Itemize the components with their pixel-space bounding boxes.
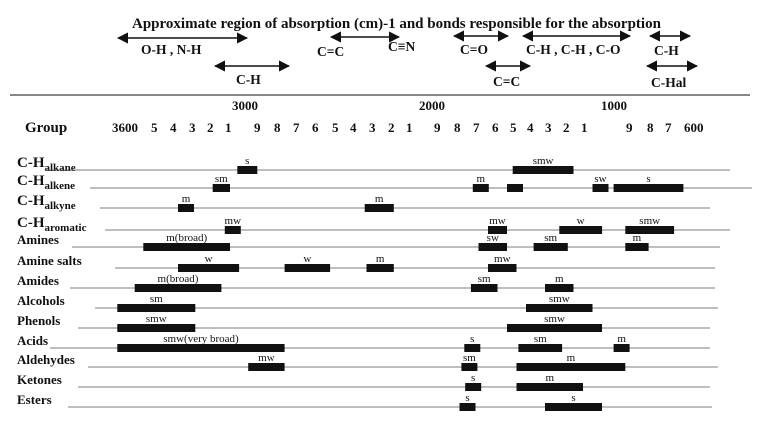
band-intensity-label: m bbox=[375, 253, 385, 265]
absorption-band bbox=[117, 344, 284, 352]
region-label-cc: C=C bbox=[317, 44, 345, 59]
band-intensity-label: s bbox=[465, 392, 470, 404]
band-intensity-label: m(broad) bbox=[166, 232, 208, 244]
band-intensity-label: w bbox=[204, 253, 213, 265]
chart-title: Approximate region of absorption (cm)-1 and bonds responsible for the absorption bbox=[132, 16, 661, 32]
absorption-band bbox=[117, 304, 195, 312]
band-intensity-label: m bbox=[632, 232, 642, 244]
axis-major-1000: 1000 bbox=[601, 98, 627, 113]
band-intensity-label: s bbox=[470, 333, 475, 345]
region-label-cn: C≡N bbox=[388, 39, 416, 54]
region-label-co: C=O bbox=[460, 42, 488, 57]
absorption-band bbox=[513, 166, 574, 174]
band-intensity-label: m bbox=[617, 333, 626, 345]
band-intensity-label: smw bbox=[544, 313, 565, 325]
region-label-ch-upper: C-H bbox=[236, 72, 261, 87]
axis-major-2000: 2000 bbox=[419, 98, 445, 113]
band-intensity-label: mw bbox=[494, 253, 511, 265]
absorption-band bbox=[517, 383, 584, 391]
axis-minor-tick: 3 bbox=[369, 120, 376, 135]
axis-group-label: Group bbox=[25, 120, 68, 136]
band-intensity-label: mw bbox=[258, 352, 275, 364]
band-intensity-label: sm bbox=[214, 173, 228, 185]
group-label: $C-H_{aromatic}$ bbox=[17, 215, 87, 234]
group-row bbox=[17, 232, 720, 251]
band-intensity-label: s bbox=[646, 173, 651, 185]
absorption-band bbox=[518, 344, 562, 352]
group-label: Acids bbox=[17, 333, 49, 348]
axis-major-3000: 3000 bbox=[232, 98, 258, 113]
axis-minor-tick: 4 bbox=[350, 120, 357, 135]
band-intensity-label: sm bbox=[544, 232, 558, 244]
absorption-band bbox=[237, 166, 257, 174]
group-row bbox=[17, 193, 710, 212]
region-label-ch-co: C-H , C-H , C-O bbox=[526, 42, 621, 57]
axis-minor-tick: 8 bbox=[454, 120, 461, 135]
axis-minor-tick: 8 bbox=[274, 120, 281, 135]
absorption-band bbox=[117, 324, 195, 332]
band-intensity-label: sm bbox=[477, 273, 491, 285]
absorption-band bbox=[285, 264, 331, 272]
axis-minor-tick: 3600 bbox=[112, 120, 138, 135]
band-intensity-label: mw bbox=[224, 215, 242, 227]
absorption-band bbox=[507, 184, 523, 192]
absorption-band bbox=[614, 184, 684, 192]
axis-minor-tick: 9 bbox=[434, 120, 441, 135]
axis-minor-tick: 4 bbox=[527, 120, 534, 135]
band-intensity-label: m bbox=[476, 173, 486, 185]
group-row bbox=[17, 155, 730, 174]
axis-minor-tick: 7 bbox=[473, 120, 480, 135]
axis-minor-tick: 8 bbox=[647, 120, 654, 135]
absorption-band bbox=[507, 324, 602, 332]
axis-minor-tick: 7 bbox=[293, 120, 300, 135]
group-row bbox=[17, 253, 715, 272]
band-intensity-label: sm bbox=[533, 333, 547, 345]
band-intensity-label: s bbox=[471, 372, 476, 384]
group-label: Esters bbox=[17, 392, 52, 407]
band-intensity-label: smw bbox=[548, 293, 570, 305]
axis-minor-tick: 1 bbox=[406, 120, 413, 135]
region-label-cc-double: C=C bbox=[493, 74, 521, 89]
band-intensity-label: w bbox=[303, 253, 312, 265]
axis-minor-tick: 3 bbox=[545, 120, 552, 135]
absorption-band bbox=[135, 284, 222, 292]
axis-minor-tick: 1 bbox=[225, 120, 232, 135]
group-row bbox=[17, 313, 710, 332]
axis-minor-tick: 600 bbox=[684, 120, 704, 135]
axis-minor-tick: 6 bbox=[312, 120, 319, 135]
band-intensity-label: m(broad) bbox=[157, 273, 199, 285]
band-intensity-label: smw bbox=[532, 155, 554, 167]
group-row bbox=[17, 372, 710, 391]
region-label-oh-nh: O-H , N-H bbox=[141, 42, 202, 57]
group-label: Amides bbox=[17, 273, 59, 288]
group-label: Alcohols bbox=[17, 293, 65, 308]
absorption-band bbox=[625, 243, 648, 251]
absorption-band bbox=[488, 264, 517, 272]
region-label-ch-lower: C-H bbox=[654, 43, 679, 58]
group-row bbox=[17, 173, 752, 192]
axis-minor-tick: 3 bbox=[189, 120, 196, 135]
group-rows bbox=[17, 155, 752, 411]
group-row bbox=[17, 215, 730, 234]
band-intensity-label: smw bbox=[145, 313, 167, 325]
absorption-band bbox=[479, 243, 508, 251]
absorption-band bbox=[461, 363, 477, 371]
axis-minor-tick: 7 bbox=[665, 120, 672, 135]
absorption-band bbox=[178, 204, 194, 212]
absorption-band bbox=[614, 344, 630, 352]
axis-minor-ticks bbox=[112, 120, 704, 135]
band-intensity-label: sw bbox=[486, 232, 499, 244]
absorption-band bbox=[248, 363, 284, 371]
absorption-band bbox=[465, 383, 481, 391]
group-label: Ketones bbox=[17, 372, 62, 387]
absorption-band bbox=[178, 264, 239, 272]
axis-minor-tick: 2 bbox=[388, 120, 395, 135]
band-intensity-label: sm bbox=[149, 293, 163, 305]
absorption-band bbox=[464, 344, 480, 352]
group-row bbox=[17, 273, 715, 292]
axis-minor-tick: 5 bbox=[151, 120, 158, 135]
axis-minor-tick: 2 bbox=[563, 120, 570, 135]
band-intensity-label: m bbox=[545, 372, 555, 384]
group-label: $C-H_{alkene}$ bbox=[17, 173, 76, 192]
band-intensity-label: smw(very broad) bbox=[163, 333, 239, 345]
band-intensity-label: s bbox=[245, 155, 250, 167]
absorption-band bbox=[471, 284, 498, 292]
axis-minor-tick: 6 bbox=[492, 120, 499, 135]
region-label-chal: C-Hal bbox=[651, 75, 687, 90]
axis-minor-tick: 9 bbox=[626, 120, 633, 135]
absorption-band bbox=[545, 403, 602, 411]
group-label: $C-H_{alkyne}$ bbox=[17, 193, 76, 212]
axis-minor-tick: 5 bbox=[510, 120, 517, 135]
group-label: Aldehydes bbox=[17, 352, 75, 367]
absorption-band bbox=[517, 363, 626, 371]
band-intensity-label: m bbox=[181, 193, 191, 205]
group-row bbox=[17, 293, 718, 312]
absorption-band bbox=[225, 226, 241, 234]
group-label: Amines bbox=[17, 232, 59, 247]
absorption-band bbox=[526, 304, 593, 312]
absorption-band bbox=[534, 243, 568, 251]
band-intensity-label: w bbox=[576, 215, 585, 227]
absorption-band bbox=[460, 403, 476, 411]
group-row bbox=[17, 392, 712, 411]
axis-minor-tick: 1 bbox=[581, 120, 588, 135]
axis-minor-tick: 5 bbox=[332, 120, 339, 135]
band-intensity-label: m bbox=[555, 273, 564, 285]
band-intensity-label: sm bbox=[462, 352, 476, 364]
band-intensity-label: smw bbox=[639, 215, 661, 227]
band-intensity-label: sw bbox=[594, 173, 607, 185]
absorption-band bbox=[213, 184, 230, 192]
axis-minor-tick: 4 bbox=[170, 120, 177, 135]
band-intensity-label: s bbox=[571, 392, 576, 404]
absorption-band bbox=[593, 184, 609, 192]
band-intensity-label: m bbox=[374, 193, 384, 205]
group-label: $C-H_{alkane}$ bbox=[17, 155, 76, 174]
absorption-band bbox=[367, 264, 394, 272]
group-label: Phenols bbox=[17, 313, 61, 328]
absorption-band bbox=[545, 284, 574, 292]
axis-minor-tick: 2 bbox=[207, 120, 214, 135]
band-intensity-label: mw bbox=[489, 215, 506, 227]
band-intensity-label: m bbox=[566, 352, 576, 364]
group-label: Amine salts bbox=[17, 253, 82, 268]
absorption-band bbox=[143, 243, 230, 251]
group-row bbox=[17, 352, 718, 371]
absorption-band bbox=[559, 226, 602, 234]
absorption-band bbox=[365, 204, 394, 212]
group-row bbox=[17, 333, 710, 352]
absorption-band bbox=[473, 184, 489, 192]
axis-minor-tick: 9 bbox=[254, 120, 261, 135]
